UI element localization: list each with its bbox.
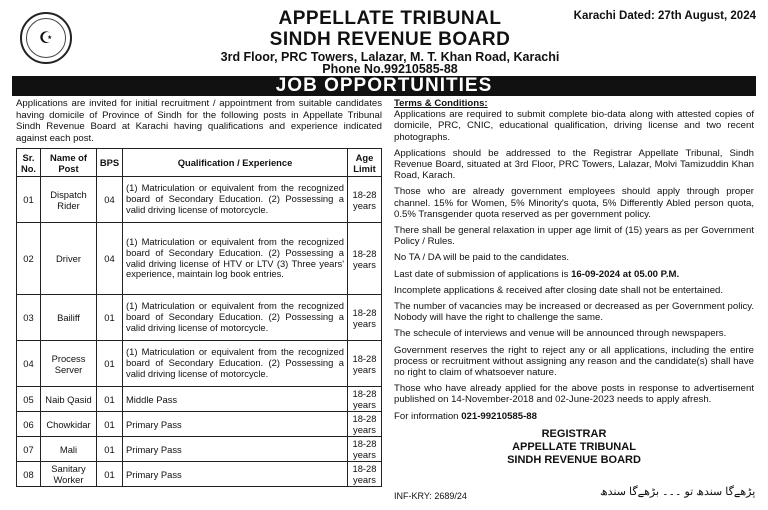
info-line xyxy=(394,411,754,422)
cell-age: 18-28 years xyxy=(348,412,382,437)
header-sr: Sr. No. xyxy=(17,149,41,177)
cell-qual: (1) Matriculation or equivalent from the recognized board of Secondary Education. (2) Possessing a valid driving license of motorcycle. xyxy=(123,295,348,341)
table-row xyxy=(17,412,382,437)
deadline-date: 16-09-2024 at 05.00 P.M. xyxy=(571,268,680,280)
cell-bps: 01 xyxy=(97,341,123,387)
intro-paragraph: Applications are invited for initial recruitment / appointment from suitable candidates having domicile of Province of Sindh for the following posts in Appellate Tribunal Sindh Revenue Board at Karachi having qualifications and experience indicated against each post. xyxy=(16,98,382,144)
header-bps: BPS xyxy=(97,149,123,177)
table-row xyxy=(17,387,382,412)
cell-sr: 01 xyxy=(17,177,41,223)
cell-name: Driver xyxy=(41,223,97,295)
signature-line2: APPELLATE TRIBUNAL xyxy=(512,440,636,453)
left-column xyxy=(16,98,382,487)
cell-bps: 04 xyxy=(97,223,123,295)
address: 3rd Floor, PRC Towers, Lalazar, M. T. Khan Road, Karachi xyxy=(220,50,560,64)
deadline-paragraph xyxy=(394,269,754,280)
org-name-line1: APPELLATE TRIBUNAL xyxy=(278,8,502,29)
org-name-line2: SINDH REVENUE BOARD xyxy=(269,29,511,50)
cell-age: 18-28 years xyxy=(348,223,382,295)
cell-sr: 05 xyxy=(17,387,41,412)
header-qual: Qualification / Experience xyxy=(123,149,348,177)
cell-qual: Primary Pass xyxy=(123,437,348,462)
terms-paragraph: The number of vacancies may be increased or decreased as per Government policy. Nobody will have the right to challenge the same. xyxy=(394,301,754,324)
cell-sr: 03 xyxy=(17,295,41,341)
deadline-prefix: Last date of submission of applications is xyxy=(394,268,572,280)
terms-column xyxy=(394,98,754,467)
signature-block xyxy=(394,428,754,467)
cell-sr: 06 xyxy=(17,412,41,437)
cell-bps: 04 xyxy=(97,177,123,223)
terms-title: Terms & Conditions: xyxy=(394,98,488,109)
cell-age: 18-28 years xyxy=(348,437,382,462)
header-age: Age Limit xyxy=(348,149,382,177)
cell-name: Bailiff xyxy=(41,295,97,341)
phone: Phone No.99210585-88 xyxy=(322,62,458,76)
table-header-row xyxy=(17,149,382,177)
info-prefix: For information xyxy=(394,410,462,422)
terms-paragraph: The schecule of interviews and venue will be announced through newspapers. xyxy=(394,328,727,340)
banner-title: JOB OPPORTUNITIES xyxy=(12,76,756,96)
cell-bps: 01 xyxy=(97,412,123,437)
cell-sr: 02 xyxy=(17,223,41,295)
cell-bps: 01 xyxy=(97,437,123,462)
info-phone: 021-99210585-88 xyxy=(461,410,537,422)
terms-paragraph: Government reserves the right to reject any or all applications, including the entire process or recruitment without assigning any reason and the candidate(s) shall have no right to claim of whatsoever nature. xyxy=(394,344,754,379)
cell-age: 18-28 years xyxy=(348,387,382,412)
cell-age: 18-28 years xyxy=(348,295,382,341)
cell-age: 18-28 years xyxy=(348,462,382,487)
cell-name: Mali xyxy=(41,437,97,462)
cell-sr: 07 xyxy=(17,437,41,462)
table-row xyxy=(17,437,382,462)
terms-paragraph: There shall be general relaxation in upper age limit of (15) years as per Government Policy / Rules. xyxy=(394,225,754,248)
terms-paragraph: Incomplete applications & received after closing date shall not be entertained. xyxy=(394,284,724,296)
table-row xyxy=(17,295,382,341)
header-name: Name of Post xyxy=(41,149,97,177)
table-row xyxy=(17,341,382,387)
cell-qual: Middle Pass xyxy=(123,387,348,412)
terms-paragraph: No TA / DA will be paid to the candidates. xyxy=(394,252,570,264)
cell-qual: Primary Pass xyxy=(123,462,348,487)
table-row xyxy=(17,462,382,487)
cell-name: Process Server xyxy=(41,341,97,387)
posts-table xyxy=(16,148,382,487)
cell-sr: 04 xyxy=(17,341,41,387)
emblem-icon: ☪ xyxy=(20,12,72,64)
terms-paragraph: Applications should be addressed to the Registrar Appellate Tribunal, Sindh Revenue Board, situated at 3rd Floor, PRC Towers, Lalazar, Molvi Tamizuddin Khan Road, Karach. xyxy=(394,147,754,182)
cell-bps: 01 xyxy=(97,462,123,487)
date: Karachi Dated: 27th August, 2024 xyxy=(573,10,756,22)
cell-qual: (1) Matriculation or equivalent from the recognized board of Secondary Education. (2) Possessing a valid driving license of motorcycle. xyxy=(123,177,348,223)
signature-line3: SINDH REVENUE BOARD xyxy=(507,453,641,466)
terms-paragraph: Those who are already government employees should apply through proper channel. 15% for Women, 5% Minority's quota, 5% Differently Abled person quota, 0.5% Transgender quota reserved as per government policy. xyxy=(394,186,754,220)
urdu-slogan: پڑھےگا سندھ تو ۔۔۔ بڑھےگا سندھ xyxy=(600,486,756,498)
cell-sr: 08 xyxy=(17,462,41,487)
cell-bps: 01 xyxy=(97,387,123,412)
header xyxy=(0,0,768,76)
signature-line1: REGISTRAR xyxy=(541,427,607,440)
reference-number: INF-KRY: 2689/24 xyxy=(394,491,467,501)
terms-paragraph: Those who have already applied for the above posts in response to advertisement published on 14-November-2018 and 02-June-2023 needs to apply afresh. xyxy=(394,383,754,406)
cell-bps: 01 xyxy=(97,295,123,341)
cell-name: Dispatch Rider xyxy=(41,177,97,223)
cell-name: Sanitary Worker xyxy=(41,462,97,487)
cell-age: 18-28 years xyxy=(348,177,382,223)
terms-paragraph: Applications are required to submit complete bio-data along with attested copies of domicile, PRC, CNIC, educational qualification, driving license and two recent photographs. xyxy=(394,109,754,143)
cell-qual: Primary Pass xyxy=(123,412,348,437)
cell-qual: (1) Matriculation or equivalent from the recognized board of Secondary Education. (2) Possessing a valid driving license of HTV or LTV (3) Three years' experience, maintain log book entries. xyxy=(123,223,348,295)
cell-age: 18-28 years xyxy=(348,341,382,387)
table-row xyxy=(17,177,382,223)
cell-name: Naib Qasid xyxy=(41,387,97,412)
cell-name: Chowkidar xyxy=(41,412,97,437)
table-row xyxy=(17,223,382,295)
cell-qual: (1) Matriculation or equivalent from the recognized board of Secondary Education. (2) Possessing a valid driving license of motorcycle. xyxy=(123,341,348,387)
